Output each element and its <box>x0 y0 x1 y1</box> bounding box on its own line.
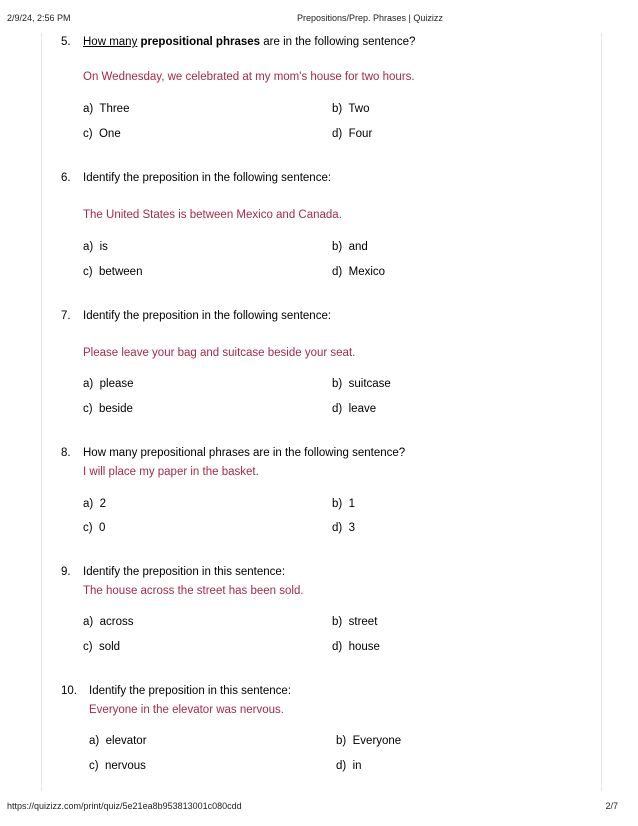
print-datetime: 2/9/24, 2:56 PM <box>7 13 71 23</box>
question-text: Identify the preposition in this sentence: <box>83 566 286 578</box>
question-sentence: The United States is between Mexico and Canada. <box>83 209 342 221</box>
option-a: a) across <box>83 616 134 628</box>
left-border-line <box>41 33 42 791</box>
question-text: Identify the preposition in this sentence: <box>89 685 292 697</box>
option-c: c) beside <box>83 403 133 415</box>
option-b: b) and <box>332 241 368 253</box>
question-sentence: On Wednesday, we celebrated at my mom's house for two hours. <box>83 71 415 83</box>
page-number: 2/7 <box>605 801 618 811</box>
question-number: 10. <box>61 685 77 697</box>
option-a: a) 2 <box>83 498 107 510</box>
option-d: d) in <box>336 760 362 772</box>
question-text: How many prepositional phrases are in the following sentence? <box>83 447 406 459</box>
option-d: d) Mexico <box>332 266 386 278</box>
option-c: c) One <box>83 128 121 140</box>
option-a: a) elevator <box>89 735 147 747</box>
question-text: Identify the preposition in the following sentence: <box>83 172 332 184</box>
option-d: d) 3 <box>332 522 356 534</box>
question-number: 9. <box>61 566 71 578</box>
option-a: a) Three <box>83 103 130 115</box>
option-a: a) is <box>83 241 108 253</box>
question-sentence: The house across the street has been sold. <box>83 585 304 597</box>
option-d: d) leave <box>332 403 377 415</box>
right-border-line <box>601 33 602 791</box>
page-url: https://quizizz.com/print/quiz/5e21ea8b953813001c080cdd <box>7 801 242 811</box>
option-b: b) Two <box>332 103 370 115</box>
question-number: 5. <box>61 36 71 48</box>
question-text: How many prepositional phrases are in the following sentence? <box>83 36 416 48</box>
option-c: c) between <box>83 266 143 278</box>
option-c: c) sold <box>83 641 121 653</box>
option-b: b) street <box>332 616 378 628</box>
question-number: 8. <box>61 447 71 459</box>
question-number: 6. <box>61 172 71 184</box>
question-sentence: Please leave your bag and suitcase beside your seat. <box>83 347 356 359</box>
option-d: d) Four <box>332 128 373 140</box>
question-text: Identify the preposition in the following sentence: <box>83 310 332 322</box>
option-b: b) Everyone <box>336 735 402 747</box>
page-title: Prepositions/Prep. Phrases | Quizizz <box>297 13 443 23</box>
question-sentence: I will place my paper in the basket. <box>83 466 259 478</box>
option-d: d) house <box>332 641 380 653</box>
question-number: 7. <box>61 310 71 322</box>
option-c: c) nervous <box>89 760 146 772</box>
option-b: b) suitcase <box>332 378 391 390</box>
option-b: b) 1 <box>332 498 356 510</box>
question-sentence: Everyone in the elevator was nervous. <box>89 704 284 716</box>
option-a: a) please <box>83 378 134 390</box>
option-c: c) 0 <box>83 522 106 534</box>
